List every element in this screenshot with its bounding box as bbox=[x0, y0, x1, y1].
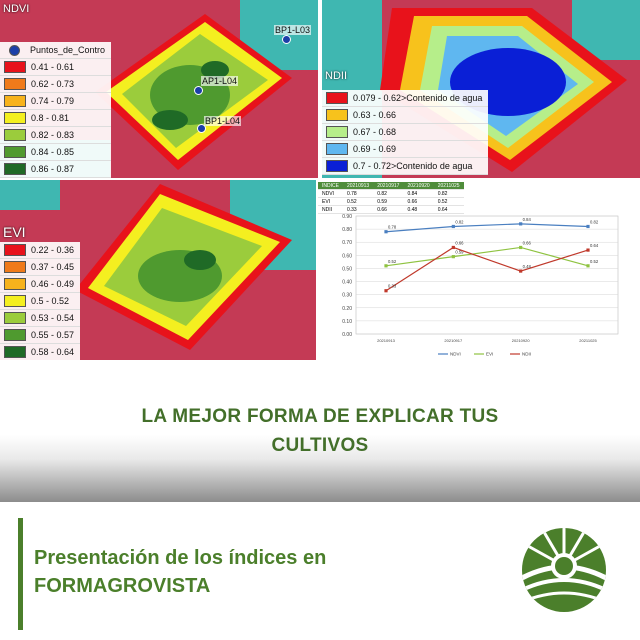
data-label: 0.33 bbox=[388, 283, 397, 289]
table-row bbox=[318, 190, 464, 198]
table-cell: 0.52 bbox=[434, 198, 464, 206]
evi-legend-swatch bbox=[4, 261, 26, 273]
indices-table bbox=[318, 182, 464, 214]
ndii-legend-label: 0.69 - 0.69 bbox=[353, 144, 397, 154]
ndii-legend-swatch bbox=[326, 126, 348, 138]
y-tick-label: 0.40 bbox=[342, 279, 352, 286]
ndii-legend-swatch bbox=[326, 92, 348, 104]
table-cell: NDII bbox=[318, 206, 343, 214]
ndii-legend bbox=[322, 90, 488, 175]
data-point-evi bbox=[586, 264, 589, 267]
headline-banner bbox=[0, 380, 640, 502]
table-header-cell: INDICE bbox=[318, 182, 343, 190]
ndvi-legend-label: 0.84 - 0.85 bbox=[31, 147, 75, 157]
y-tick-label: 0.00 bbox=[342, 332, 352, 338]
headline bbox=[60, 402, 580, 460]
plot-area bbox=[356, 216, 618, 334]
subtitle-line-2: FORMAGROVISTA bbox=[34, 575, 211, 597]
table-cell: 0.66 bbox=[403, 198, 433, 206]
ndvi-legend-swatch bbox=[4, 129, 26, 141]
data-label: 0.59 bbox=[455, 249, 464, 255]
legend-label-ndii: NDII bbox=[522, 351, 531, 357]
point-marker-bp1-l03 bbox=[282, 35, 291, 44]
ndii-map-panel bbox=[322, 0, 640, 178]
ndvi-legend-label: Puntos_de_Contro bbox=[30, 45, 106, 55]
evi-legend-label: 0.46 - 0.49 bbox=[31, 279, 75, 289]
accent-bar bbox=[18, 518, 23, 630]
ndvi-legend-item bbox=[0, 161, 111, 178]
table-cell: EVI bbox=[318, 198, 343, 206]
ndvi-title: NDVI bbox=[3, 3, 30, 15]
y-tick-label: 0.30 bbox=[342, 292, 352, 299]
ndii-legend-label: 0.079 - 0.62>Contenido de agua bbox=[353, 93, 483, 103]
table-cell: 0.78 bbox=[343, 190, 373, 198]
indices-table-header bbox=[318, 182, 464, 190]
ndvi-legend-item bbox=[0, 144, 111, 161]
data-label: 0.48 bbox=[522, 264, 531, 270]
data-label: 0.66 bbox=[522, 240, 531, 246]
indices-line-chart bbox=[318, 212, 640, 360]
evi-legend-label: 0.5 - 0.52 bbox=[31, 296, 70, 306]
y-tick-label: 0.90 bbox=[342, 214, 352, 220]
data-point-ndii bbox=[452, 246, 455, 249]
evi-legend-swatch bbox=[4, 295, 26, 307]
ndvi-legend-swatch bbox=[4, 146, 26, 158]
evi-legend-item bbox=[0, 242, 80, 259]
ndvi-map-panel bbox=[0, 0, 318, 178]
evi-legend-item bbox=[0, 344, 80, 360]
ndii-legend-item bbox=[322, 158, 488, 175]
ndvi-legend-swatch bbox=[4, 163, 26, 175]
y-tick-label: 0.10 bbox=[342, 318, 352, 325]
data-label: 0.82 bbox=[590, 219, 599, 225]
evi-legend-item bbox=[0, 327, 80, 344]
ndvi-legend-swatch bbox=[4, 95, 26, 107]
data-point-ndvi bbox=[384, 230, 387, 233]
ndvi-legend-label: 0.62 - 0.73 bbox=[31, 79, 75, 89]
evi-legend-label: 0.22 - 0.36 bbox=[31, 245, 75, 255]
evi-legend-swatch bbox=[4, 278, 26, 290]
evi-legend-swatch bbox=[4, 329, 26, 341]
ndii-legend-label: 0.7 - 0.72>Contenido de agua bbox=[353, 161, 473, 171]
table-cell: 0.82 bbox=[373, 190, 403, 198]
table-cell: NDVI bbox=[318, 190, 343, 198]
ndvi-legend-item bbox=[0, 93, 111, 110]
table-header-cell: 20210913 bbox=[343, 182, 373, 190]
ndvi-legend-label: 0.86 - 0.87 bbox=[31, 164, 75, 174]
ndii-legend-item bbox=[322, 107, 488, 124]
legend-label-ndvi: NDVI bbox=[450, 351, 461, 357]
y-tick-label: 0.50 bbox=[342, 266, 352, 273]
ndii-legend-label: 0.63 - 0.66 bbox=[353, 110, 397, 120]
evi-title: EVI bbox=[3, 224, 26, 240]
data-label: 0.52 bbox=[388, 258, 397, 264]
formagrovista-logo-icon bbox=[520, 526, 608, 614]
table-row bbox=[318, 198, 464, 206]
data-point-evi bbox=[519, 246, 522, 249]
ndvi-legend-label: 0.82 - 0.83 bbox=[31, 130, 75, 140]
data-point-ndii bbox=[384, 289, 387, 292]
evi-legend-label: 0.55 - 0.57 bbox=[31, 330, 75, 340]
ndii-title: NDII bbox=[325, 70, 347, 82]
point-label-bp1-l03: BP1-L03 bbox=[275, 25, 311, 35]
data-point-ndvi bbox=[519, 222, 522, 225]
evi-legend-label: 0.37 - 0.45 bbox=[31, 262, 75, 272]
subtitle bbox=[34, 544, 326, 600]
data-point-ndvi bbox=[586, 225, 589, 228]
ndvi-legend bbox=[0, 42, 111, 178]
indices-table-body bbox=[318, 190, 464, 214]
ndii-legend-label: 0.67 - 0.68 bbox=[353, 127, 397, 137]
table-cell: 0.64 bbox=[434, 206, 464, 214]
ndii-legend-item bbox=[322, 141, 488, 158]
evi-legend-item bbox=[0, 276, 80, 293]
footer bbox=[0, 502, 640, 640]
table-cell: 0.33 bbox=[343, 206, 373, 214]
table-cell: 0.66 bbox=[373, 206, 403, 214]
legend-label-evi: EVI bbox=[486, 351, 494, 357]
ndvi-legend-item bbox=[0, 127, 111, 144]
table-cell: 0.52 bbox=[343, 198, 373, 206]
y-tick-label: 0.70 bbox=[342, 240, 352, 247]
point-label-bp1-l04: BP1-L04 bbox=[205, 116, 241, 126]
table-cell: 0.84 bbox=[403, 190, 433, 198]
x-tick-label: 20211025 bbox=[579, 338, 597, 343]
ndii-legend-swatch bbox=[326, 143, 348, 155]
subtitle-line-1: Presentación de los índices en bbox=[34, 547, 327, 569]
data-point-evi bbox=[384, 264, 387, 267]
data-label: 0.66 bbox=[455, 240, 464, 246]
point-label-ap1-l04: AP1-L04 bbox=[202, 76, 238, 86]
ndvi-legend-label: 0.41 - 0.61 bbox=[31, 62, 75, 72]
ndvi-legend-swatch bbox=[4, 78, 26, 90]
evi-legend-swatch bbox=[4, 312, 26, 324]
ndvi-legend-item bbox=[0, 59, 111, 76]
table-header-cell: 20210917 bbox=[373, 182, 403, 190]
y-tick-label: 0.60 bbox=[342, 253, 352, 260]
data-label: 0.52 bbox=[590, 258, 599, 264]
evi-map-panel bbox=[0, 180, 316, 360]
ndii-legend-swatch bbox=[326, 160, 348, 172]
headline-line-1: LA MEJOR FORMA DE EXPLICAR TUS bbox=[141, 406, 499, 427]
data-label: 0.78 bbox=[388, 224, 397, 230]
ndvi-legend-swatch bbox=[9, 45, 20, 56]
ndvi-legend-label: 0.8 - 0.81 bbox=[31, 113, 70, 123]
data-label: 0.82 bbox=[455, 219, 464, 225]
evi-legend-label: 0.53 - 0.54 bbox=[31, 313, 75, 323]
table-cell: 0.48 bbox=[403, 206, 433, 214]
ndii-legend-item bbox=[322, 124, 488, 141]
evi-legend-swatch bbox=[4, 244, 26, 256]
headline-line-2: CULTIVOS bbox=[271, 435, 369, 456]
evi-legend-item bbox=[0, 293, 80, 310]
data-label: 0.64 bbox=[590, 243, 599, 249]
table-header-cell: 20210920 bbox=[403, 182, 433, 190]
ndvi-legend-item bbox=[0, 110, 111, 127]
evi-legend-item bbox=[0, 310, 80, 327]
evi-legend-swatch bbox=[4, 346, 26, 358]
table-header-cell: 20211025 bbox=[434, 182, 464, 190]
ndvi-legend-swatch bbox=[4, 112, 26, 124]
y-tick-label: 0.20 bbox=[342, 305, 352, 312]
indices-chart-panel bbox=[318, 180, 640, 360]
point-marker-ap1-l04 bbox=[194, 86, 203, 95]
data-point-ndvi bbox=[452, 225, 455, 228]
data-label: 0.84 bbox=[522, 216, 531, 222]
evi-legend-item bbox=[0, 259, 80, 276]
y-tick-label: 0.80 bbox=[342, 227, 352, 234]
table-cell: 0.82 bbox=[434, 190, 464, 198]
table-cell: 0.59 bbox=[373, 198, 403, 206]
ndii-legend-swatch bbox=[326, 109, 348, 121]
ndvi-legend-item bbox=[0, 76, 111, 93]
ndvi-legend-item bbox=[0, 42, 111, 59]
ndii-legend-item bbox=[322, 90, 488, 107]
evi-legend-label: 0.58 - 0.64 bbox=[31, 347, 75, 357]
x-tick-label: 20210913 bbox=[377, 338, 395, 343]
evi-legend bbox=[0, 242, 80, 360]
data-point-evi bbox=[452, 255, 455, 258]
ndvi-legend-label: 0.74 - 0.79 bbox=[31, 96, 75, 106]
ndvi-legend-swatch bbox=[4, 61, 26, 73]
data-point-ndii bbox=[586, 248, 589, 251]
x-tick-label: 20210920 bbox=[511, 338, 530, 343]
x-tick-label: 20210917 bbox=[444, 338, 463, 343]
data-point-ndii bbox=[519, 269, 522, 272]
